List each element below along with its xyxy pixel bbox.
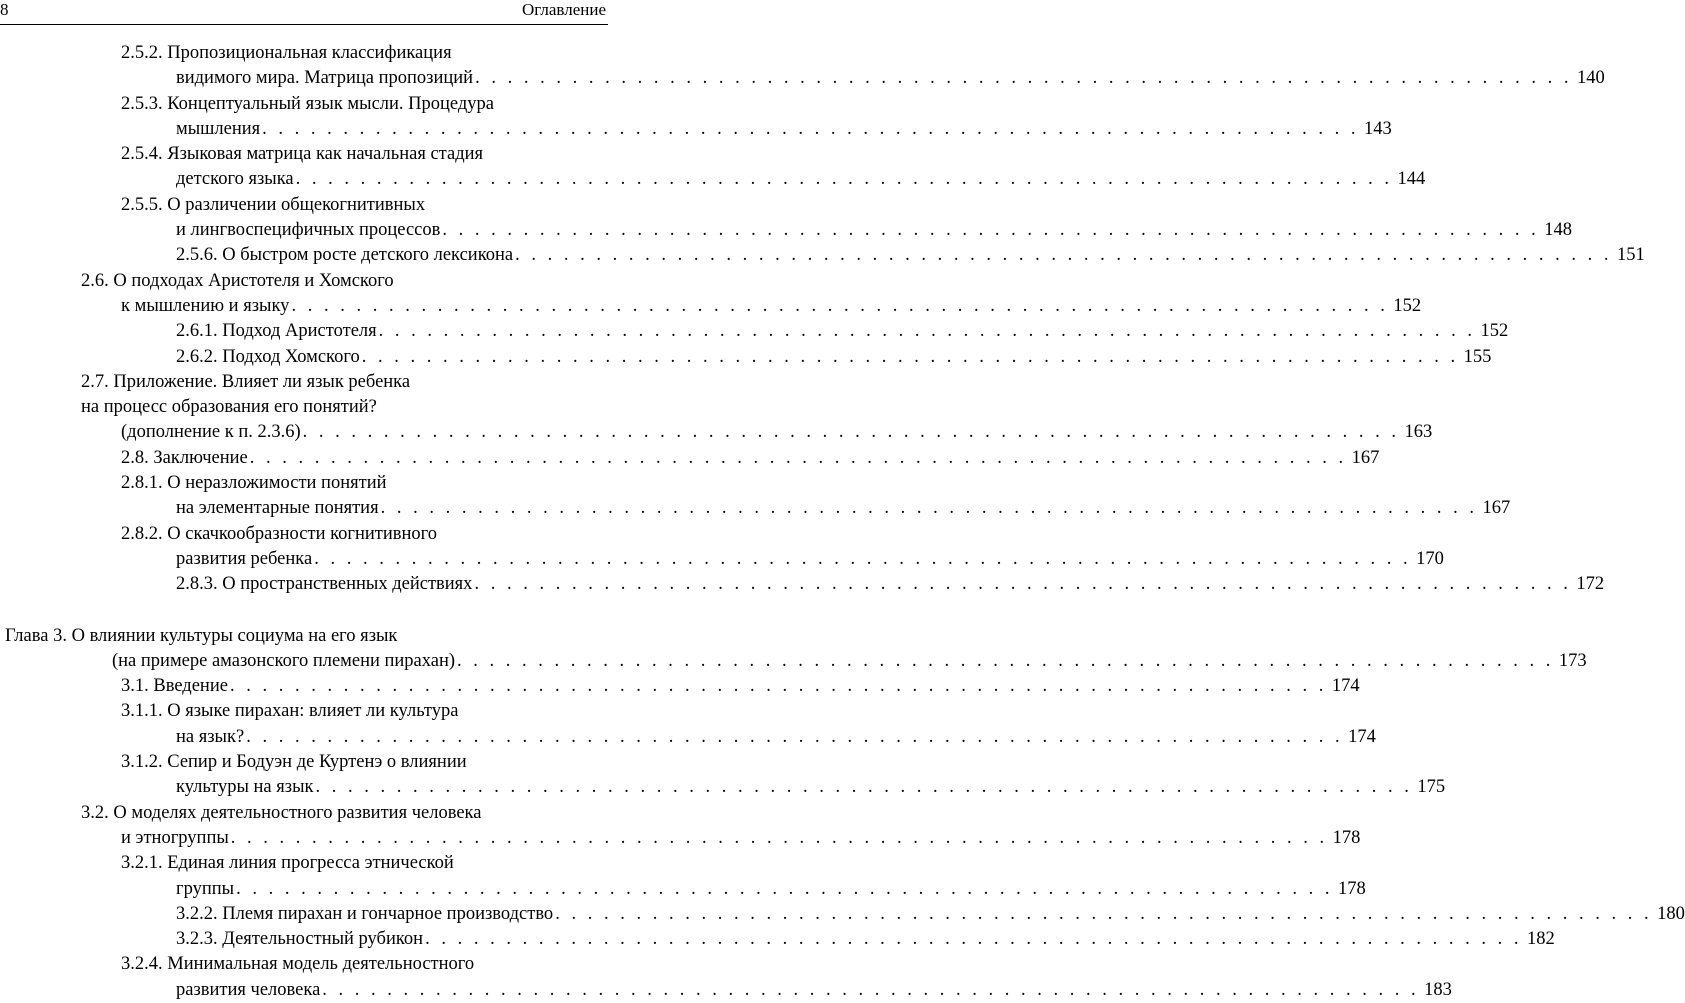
dot-leader: . . . . . . . . . . . . . . . . . . . . . . . . . . . . . . . . . . . . . . . . . . . . . . . . . . . . . . . . . . . . . . . . . . . . [302,422,1400,443]
page-ref[interactable]: 163 [1404,422,1433,443]
entry-title-line: Языковая матрица как начальная стадия [167,144,484,165]
entry-number: 2.6.1. [176,321,218,342]
toc-entry[interactable] [0,471,1511,522]
dot-leader: . . . . . . . . . . . . . . . . . . . . . . . . . . . . . . . . . . . . . . . . . . . . . . . . . . . . . . . . . . . . . . . . . . . . [361,346,1459,367]
running-title: Оглавление [522,0,606,19]
toc-chapter-entry[interactable] [0,624,1587,675]
table-of-contents [0,41,1685,1003]
dot-leader: . . . . . . . . . . . . . . . . . . . . . . . . . . . . . . . . . . . . . . . . . . . . . . . . . . . . . . . . . . . . . . . . . . . . [315,777,1413,798]
entry-title-last: детского языка [176,169,294,190]
dot-leader: . . . . . . . . . . . . . . . . . . . . . . . . . . . . . . . . . . . . . . . . . . . . . . . . . . . . . . . . . . . . . . . . . . . . [555,903,1653,924]
page-ref[interactable]: 172 [1576,574,1605,595]
dot-leader: . . . . . . . . . . . . . . . . . . . . . . . . . . . . . . . . . . . . . . . . . . . . . . . . . . . . . . . . . . . . . . . . . . . . [442,220,1540,241]
dot-leader: . . . . . . . . . . . . . . . . . . . . . . . . . . . . . . . . . . . . . . . . . . . . . . . . . . . . . . . . . . . . . . . . . . . . [230,827,1328,848]
toc-entry[interactable] [0,243,1645,268]
dot-leader: . . . . . . . . . . . . . . . . . . . . . . . . . . . . . . . . . . . . . . . . . . . . . . . . . . . . . . . . . . . . . . . . . . . . [322,979,1420,1000]
toc-entry[interactable] [0,952,1452,1003]
toc-entry[interactable] [0,345,1492,370]
page-header [0,0,608,25]
dot-leader: . . . . . . . . . . . . . . . . . . . . . . . . . . . . . . . . . . . . . . . . . . . . . . . . . . . . . . . . . . . . . . . . . . . . [295,169,1393,190]
entry-number: 2.8. [121,447,149,468]
page-ref[interactable]: 167 [1351,447,1380,468]
entry-title-last: видимого мира. Матрица пропозиций [176,68,474,89]
page-ref[interactable]: 180 [1657,903,1685,924]
entry-title-last: мышления [176,118,261,139]
entry-title-last: Подход Хомского [222,346,360,367]
entry-title-line: О скачкообразности когнитивного [167,523,438,544]
toc-entry[interactable] [0,674,1360,699]
page-ref[interactable]: 178 [1337,878,1366,899]
dot-leader: . . . . . . . . . . . . . . . . . . . . . . . . . . . . . . . . . . . . . . . . . . . . . . . . . . . . . . . . . . . . . . . . . . . . [236,878,1333,899]
page-ref[interactable]: 152 [1393,295,1422,316]
page-ref[interactable]: 170 [1416,548,1444,569]
toc-entry[interactable] [0,851,1366,902]
entry-title-line: Минимальная модель деятельностного [167,954,475,975]
entry-number: 3.2.2. [176,903,218,924]
toc-entry[interactable] [0,572,1605,597]
page-ref[interactable]: 174 [1348,726,1376,747]
dot-leader: . . . . . . . . . . . . . . . . . . . . . . . . . . . . . . . . . . . . . . . . . . . . . . . . . . . . . . . . . . . . . . . . . . . . [380,498,1478,519]
entry-number: 2.8.1. [121,473,163,494]
toc-entry[interactable] [0,522,1444,573]
entry-title-line: Пропозициональная классификация [167,43,452,63]
entry-number: 3.2.4. [121,954,163,975]
entry-number: 2.6.2. [176,346,218,367]
page-ref[interactable]: 143 [1364,118,1392,139]
entry-number: 2.6. [81,270,109,291]
toc-entry[interactable] [0,801,1361,852]
entry-title-last: (дополнение к п. 2.3.6) [121,422,301,443]
entry-title-last: к мышлению и языку [121,295,290,316]
entry-title-last: Деятельностный рубикон [222,929,424,950]
toc-entry[interactable] [0,699,1376,750]
toc-entry[interactable] [0,92,1392,143]
dot-leader: . . . . . . . . . . . . . . . . . . . . . . . . . . . . . . . . . . . . . . . . . . . . . . . . . . . . . . . . . . . . . . . . . . . . [229,676,1327,697]
entry-title-last: культуры на язык [176,777,314,798]
dot-leader: . . . . . . . . . . . . . . . . . . . . . . . . . . . . . . . . . . . . . . . . . . . . . . . . . . . . . . . . . . . . . . . . . . . . [314,548,1412,569]
page-ref[interactable]: 148 [1544,220,1572,241]
entry-title-line: О различении общекогнитивных [167,194,426,215]
entry-number: 3.2.1. [121,853,163,874]
dot-leader: . . . . . . . . . . . . . . . . . . . . . . . . . . . . . . . . . . . . . . . . . . . . . . . . . . . . . . . . . . . . . . . . . . . . [425,929,1522,950]
dot-leader: . . . . . . . . . . . . . . . . . . . . . . . . . . . . . . . . . . . . . . . . . . . . . . . . . . . . . . . . . . . . . . . . . . . . [457,650,1554,671]
toc-entry[interactable] [0,193,1572,244]
entry-number: 2.7. [81,371,109,392]
entry-title-last: группы [176,878,235,899]
entry-title-line: Концептуальный язык мысли. Процедура [167,93,495,114]
entry-title-last: развития ребенка [176,548,313,569]
page-ref[interactable]: 144 [1397,169,1426,190]
dot-leader: . . . . . . . . . . . . . . . . . . . . . . . . . . . . . . . . . . . . . . . . . . . . . . . . . . . . . . . . . . . . . . . . . . . . [378,321,1476,342]
page-ref[interactable]: 174 [1331,676,1360,697]
toc-entry[interactable] [0,750,1446,801]
dot-leader: . . . . . . . . . . . . . . . . . . . . . . . . . . . . . . . . . . . . . . . . . . . . . . . . . . . . . . . . . . . . . . . . . . . . [474,574,1572,595]
page-number: 8 [0,0,9,19]
page-ref[interactable]: 183 [1424,979,1452,1000]
page-ref[interactable]: 175 [1417,777,1446,798]
toc-entry[interactable] [0,927,1555,952]
entry-number: 2.5.3. [121,93,163,114]
entry-number: 3.2. [81,802,109,823]
entry-title-last: Заключение [153,447,248,468]
page-ref[interactable]: 155 [1463,346,1492,367]
entry-title-last: и лингвоспецифичных процессов [176,220,441,241]
dot-leader: . . . . . . . . . . . . . . . . . . . . . . . . . . . . . . . . . . . . . . . . . . . . . . . . . . . . . . . . . . . . . . . . . . . . [249,447,1347,468]
entry-title-line: О неразложимости понятий [167,473,387,494]
entry-number: 2.5.2. [121,43,163,63]
dot-leader: . . . . . . . . . . . . . . . . . . . . . . . . . . . . . . . . . . . . . . . . . . . . . . . . . . . . . . . . . . . . . . . . . . . . [475,68,1572,89]
entry-title-last: (на примере амазонского племени пирахан) [112,650,456,671]
entry-title-last: развития человека [176,979,321,1000]
entry-title-line: Сепир и Бодуэн де Куртенэ о влиянии [167,752,467,773]
toc-entry[interactable] [0,370,1433,446]
entry-title-last: на элементарные понятия [176,498,379,519]
dot-leader: . . . . . . . . . . . . . . . . . . . . . . . . . . . . . . . . . . . . . . . . . . . . . . . . . . . . . . . . . . . . . . . . . . . . [291,295,1389,316]
entry-number: 2.8.3. [176,574,218,595]
dot-leader: . . . . . . . . . . . . . . . . . . . . . . . . . . . . . . . . . . . . . . . . . . . . . . . . . . . . . . . . . . . . . . . . . . . . [246,726,1344,747]
entry-title-last: Племя пирахан и гончарное производство [222,903,554,924]
page-ref[interactable]: 152 [1480,321,1509,342]
toc-entry[interactable] [0,269,1422,320]
entry-title-line: О подходах Аристотеля и Хомского [113,270,394,291]
toc-entry[interactable] [0,446,1380,471]
dot-leader: . . . . . . . . . . . . . . . . . . . . . . . . . . . . . . . . . . . . . . . . . . . . . . . . . . . . . . . . . . . . . . . . . . . . [262,118,1360,139]
entry-number: 3.2.3. [176,929,218,950]
entry-title-line: Приложение. Влияет ли язык ребенка [113,371,411,392]
chapter-number: Глава 3. [5,625,67,646]
toc-entry[interactable] [0,142,1426,193]
entry-title-line: на процесс образования его понятий? [81,397,377,418]
page-ref[interactable]: 151 [1617,245,1645,266]
page-ref[interactable]: 140 [1576,68,1605,89]
entry-number: 3.1. [121,676,149,697]
entry-title-last: и этногруппы [121,827,229,848]
entry-title-last: Подход Аристотеля [222,321,377,342]
entry-title-line: Единая линия прогресса этнической [167,853,454,874]
entry-number: 2.8.2. [121,523,163,544]
entry-title-line: О моделях деятельностного развития человека [113,802,482,823]
entry-title-last: О пространственных действиях [222,574,473,595]
entry-title-last: О быстром росте детского лексикона [222,245,514,266]
entry-number: 3.1.2. [121,752,163,773]
page-ref[interactable]: 182 [1526,929,1555,950]
entry-title-line: О влиянии культуры социума на его язык [71,625,398,646]
entry-title-last: Введение [153,676,228,697]
toc-entry[interactable] [0,902,1685,927]
entry-number: 2.5.5. [121,194,163,215]
entry-number: 3.1.1. [121,701,163,722]
entry-number: 2.5.4. [121,144,163,165]
entry-title-line: О языке пирахан: влияет ли культура [167,701,459,722]
page-ref[interactable]: 178 [1332,827,1361,848]
toc-entry[interactable] [0,319,1509,344]
page-ref[interactable]: 173 [1558,650,1587,671]
entry-title-last: на язык? [176,726,245,747]
entry-number: 2.5.6. [176,245,218,266]
toc-entry[interactable] [0,41,1605,92]
dot-leader: . . . . . . . . . . . . . . . . . . . . . . . . . . . . . . . . . . . . . . . . . . . . . . . . . . . . . . . . . . . . . . . . . . . . [515,245,1612,266]
page-ref[interactable]: 167 [1482,498,1511,519]
